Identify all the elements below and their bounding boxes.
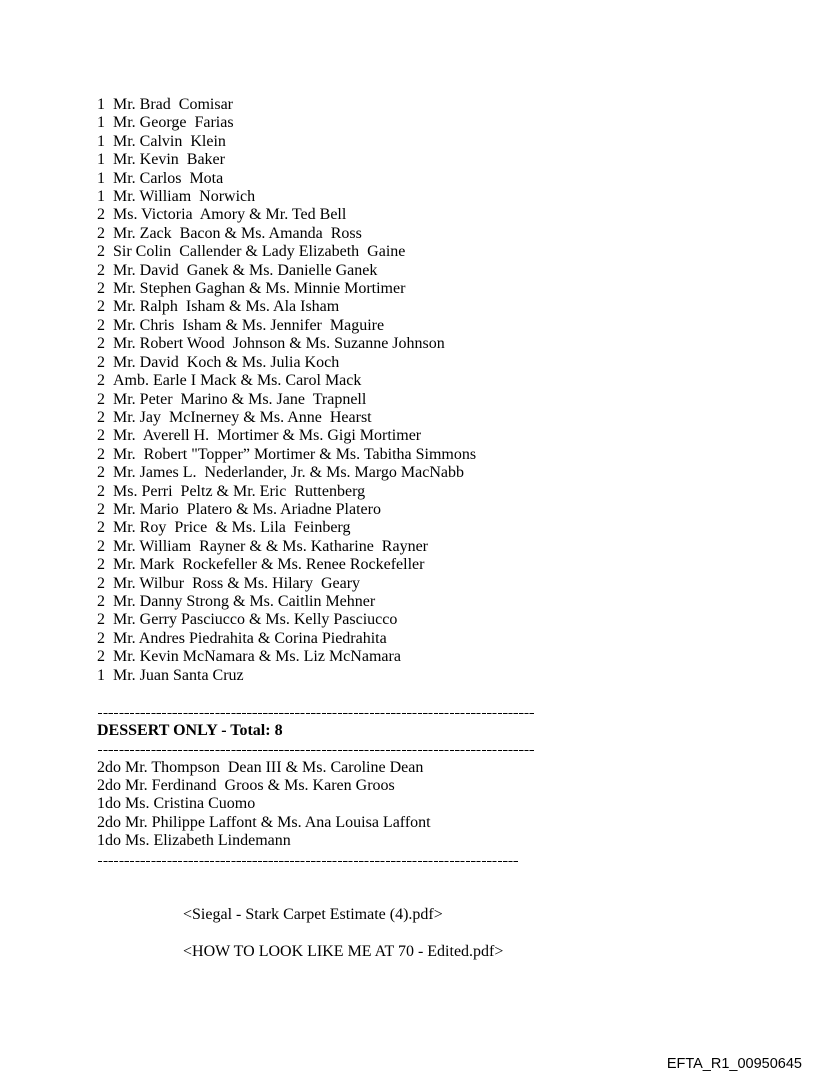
guest-name: Sir Colin Callender & Lady Elizabeth Gaine [113,243,406,261]
guest-row [97,483,797,501]
guest-count: 2 [97,280,105,298]
guest-row [97,298,797,316]
document-page [97,96,797,961]
guest-count: 1 [97,666,105,684]
guest-row [97,335,797,353]
guest-row [97,96,797,114]
dessert-name: Mr. Thompson Dean III & Ms. Caroline Dean [125,758,424,776]
dessert-row [97,832,797,850]
guest-count: 2 [97,629,105,647]
guest-name: Mr. Kevin Baker [113,151,225,169]
guest-count: 2 [97,353,105,371]
guest-row [97,372,797,390]
guest-count: 2 [97,427,105,445]
guest-row [97,280,797,298]
guest-row [97,630,797,648]
guest-name: Ms. Victoria Amory & Mr. Ted Bell [113,206,347,224]
guest-row [97,262,797,280]
guest-count: 2 [97,224,105,242]
guest-name: Ms. Perri Peltz & Mr. Eric Ruttenberg [113,482,366,500]
guest-row [97,575,797,593]
guest-count: 2 [97,445,105,463]
guest-row [97,519,797,537]
guest-row [97,409,797,427]
guest-count: 1 [97,132,105,150]
guest-count: 2 [97,390,105,408]
guest-row [97,114,797,132]
guest-name: Mr. Averell H. Mortimer & Ms. Gigi Mortimer [113,427,422,445]
guest-name: Mr. David Ganek & Ms. Danielle Ganek [113,261,378,279]
guest-count: 2 [97,316,105,334]
guest-count: 2 [97,519,105,537]
guest-count: 1 [97,151,105,169]
dashed-divider [97,703,533,721]
dessert-heading: DESSERT ONLY - Total: 8 [97,721,283,739]
guest-name: Mr. Andres Piedrahita & Corina Piedrahita [113,629,387,647]
dessert-count: 2do [97,758,121,776]
document-id-footer: EFTA_R1_00950645 [666,1056,802,1072]
guest-list [97,96,797,685]
guest-name: Mr. Danny Strong & Ms. Caitlin Mehner [113,592,376,610]
blank-line [97,887,797,905]
guest-count: 2 [97,261,105,279]
guest-name: Mr. Roy Price & Ms. Lila Feinberg [113,519,351,537]
guest-name: Mr. Kevin McNamara & Ms. Liz McNamara [113,648,401,666]
guest-name: Mr. Mario Platero & Ms. Ariadne Platero [113,500,381,518]
guest-name: Mr. Chris Isham & Ms. Jennifer Maguire [113,316,385,334]
guest-row [97,611,797,629]
dashed-divider [97,740,533,758]
guest-count: 2 [97,611,105,629]
guest-count: 1 [97,188,105,206]
guest-count: 1 [97,96,105,113]
guest-count: 2 [97,243,105,261]
guest-count: 2 [97,482,105,500]
blank-line [97,924,797,942]
guest-row [97,243,797,261]
guest-row [97,667,797,685]
guest-row [97,427,797,445]
dessert-row [97,759,797,777]
guest-row [97,170,797,188]
guest-name: Mr. Carlos Mota [113,169,224,187]
guest-count: 2 [97,500,105,518]
dessert-count: 1do [97,795,121,813]
guest-name: Mr. Brad Comisar [113,96,233,113]
guest-name: Mr. William Norwich [113,188,256,206]
guest-count: 2 [97,648,105,666]
guest-name: Mr. James L. Nederlander, Jr. & Ms. Margo MacNabb [113,464,464,482]
guest-count: 2 [97,537,105,555]
guest-name: Mr. George Farias [113,114,234,132]
guest-row [97,464,797,482]
guest-count: 2 [97,335,105,353]
guest-row [97,648,797,666]
guest-name: Mr. William Rayner & & Ms. Katharine Rayner [113,537,428,555]
attachment-reference: <HOW TO LOOK LIKE ME AT 70 - Edited.pdf> [183,942,504,960]
dessert-name: Mr. Philippe Laffont & Ms. Ana Louisa Laffont [125,813,431,831]
dessert-count: 1do [97,832,121,850]
attachment-reference: <Siegal - Stark Carpet Estimate (4).pdf> [183,905,443,923]
guest-name: Mr. Calvin Klein [113,132,226,150]
guest-row [97,501,797,519]
guest-row [97,391,797,409]
guest-name: Mr. Gerry Pasciucco & Ms. Kelly Pasciucco [113,611,398,629]
guest-row [97,133,797,151]
guest-name: Mr. Wilbur Ross & Ms. Hilary Geary [113,574,361,592]
guest-name: Mr. David Koch & Ms. Julia Koch [113,353,340,371]
guest-count: 2 [97,298,105,316]
guest-row [97,538,797,556]
guest-name: Mr. Stephen Gaghan & Ms. Minnie Mortimer [113,280,406,298]
guest-count: 2 [97,206,105,224]
guest-name: Mr. Mark Rockefeller & Ms. Renee Rockefeller [113,556,425,574]
guest-count: 2 [97,464,105,482]
guest-name: Mr. Juan Santa Cruz [113,666,244,684]
dessert-row [97,777,797,795]
guest-name: Mr. Jay McInerney & Ms. Anne Hearst [113,408,372,426]
guest-count: 2 [97,574,105,592]
dessert-count: 2do [97,813,121,831]
guest-count: 2 [97,372,105,390]
guest-name: Mr. Zack Bacon & Ms. Amanda Ross [113,224,362,242]
guest-count: 1 [97,114,105,132]
guest-row [97,225,797,243]
dessert-name: Ms. Cristina Cuomo [125,795,256,813]
dessert-name: Ms. Elizabeth Lindemann [125,832,291,850]
guest-row [97,446,797,464]
blank-line [97,869,797,887]
dessert-row [97,814,797,832]
dessert-list [97,759,797,851]
guest-row [97,354,797,372]
guest-name: Mr. Peter Marino & Ms. Jane Trapnell [113,390,367,408]
blank-line [97,685,797,703]
guest-name: Mr. Robert Wood Johnson & Ms. Suzanne Johnson [113,335,445,353]
guest-name: Amb. Earle I Mack & Ms. Carol Mack [113,372,362,390]
guest-name: Mr. Ralph Isham & Ms. Ala Isham [113,298,340,316]
guest-count: 1 [97,169,105,187]
guest-name: Mr. Robert "Topper” Mortimer & Ms. Tabitha Simmons [113,445,477,463]
guest-count: 2 [97,408,105,426]
guest-row [97,556,797,574]
guest-row [97,593,797,611]
guest-count: 2 [97,592,105,610]
dessert-count: 2do [97,777,121,795]
guest-row [97,206,797,224]
guest-count: 2 [97,556,105,574]
dessert-row [97,795,797,813]
guest-row [97,317,797,335]
guest-row [97,151,797,169]
dessert-name: Mr. Ferdinand Groos & Ms. Karen Groos [125,777,395,795]
dashed-divider [97,851,517,869]
guest-row [97,188,797,206]
